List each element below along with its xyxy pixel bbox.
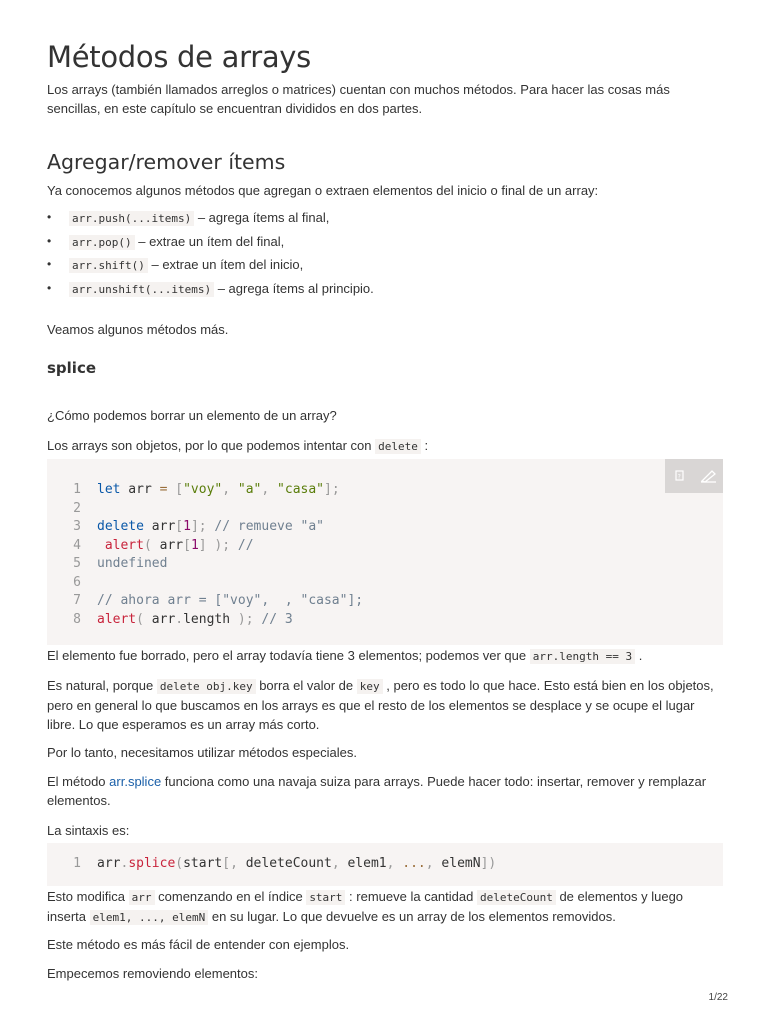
inline-code: key — [357, 679, 383, 694]
splice-paragraph-3: Es natural, porque delete obj.key borra el valor de key , pero es todo lo que hace. Esto está bien en los objetos, pero en general lo que buscamos en los arrays es que el resto de los elementos se desplace y se ocupe el lugar libre. Lo que esperamos es un array más corto. — [47, 678, 714, 732]
intro-paragraph: Los arrays (también llamados arreglos o matrices) cuentan con muchos métodos. Para hacer las cosas más sencillas, en este capítulo se encuentran divididos en dos partes. — [47, 82, 670, 116]
inline-code: arr.pop() — [69, 235, 135, 250]
svg-text:?: ? — [677, 473, 681, 481]
splice-paragraph-9: Empecemos removiendo elementos: — [47, 966, 258, 981]
code-toolbar — [665, 459, 723, 493]
inline-code: arr.length == 3 — [530, 649, 635, 664]
splice-paragraph-2: El elemento fue borrado, pero el array todavía tiene 3 elementos; podemos ver que arr.length == 3 . — [47, 648, 643, 663]
inline-code: elem1, ..., elemN — [90, 910, 209, 925]
inline-code: delete obj.key — [157, 679, 256, 694]
inline-code: deleteCount — [477, 890, 556, 905]
splice-question: ¿Cómo podemos borrar un elemento de un array? — [47, 408, 337, 423]
copy-icon[interactable] — [665, 459, 694, 493]
edit-icon[interactable] — [694, 459, 723, 493]
section-heading-add-remove: Agregar/remover ítems — [47, 150, 286, 174]
arr-splice-link[interactable]: arr.splice — [109, 774, 162, 789]
splice-paragraph-8: Este método es más fácil de entender con ejemplos. — [47, 937, 350, 952]
splice-paragraph-4: Por lo tanto, necesitamos utilizar métodos especiales. — [47, 745, 357, 760]
list-item: • arr.unshift(...items) – agrega ítems al principio. — [47, 279, 374, 303]
inline-code: arr.unshift(...items) — [69, 282, 214, 297]
inline-code: arr.shift() — [69, 258, 148, 273]
splice-paragraph-1: Los arrays son objetos, por lo que podemos intentar con delete : — [47, 438, 429, 453]
methods-list — [47, 208, 374, 302]
code-block-syntax: 1 arr.splice(start[, deleteCount, elem1, ..., elemN]) — [47, 843, 723, 886]
section-heading-splice: splice — [47, 359, 97, 377]
page-number: 1/22 — [708, 992, 728, 1003]
inline-code: arr.push(...items) — [69, 211, 194, 226]
section-lead: Ya conocemos algunos métodos que agregan o extraen elementos del inicio o final de un array: — [47, 183, 599, 198]
list-item: • arr.pop() – extrae un ítem del final, — [47, 232, 374, 256]
syntax-label: La sintaxis es: — [47, 823, 130, 838]
list-item: • arr.shift() – extrae un ítem del inicio, — [47, 255, 374, 279]
splice-paragraph-5: El método arr.splice funciona como una navaja suiza para arrays. Puede hacer todo: insertar, remover y remplazar elementos. — [47, 774, 707, 808]
code-block-delete: ? 1 let arr = ["voy", "a", "casa"]; 2 3 delete arr[1]; // remueve "a" 4 alert( arr[1] ); // 5 undefined 6 7 // ahora arr = ["voy", , "casa"]; 8 alert( arr.length ); // 3 — [47, 459, 723, 645]
inline-code: arr — [129, 890, 155, 905]
list-item: • arr.push(...items) – agrega ítems al final, — [47, 208, 374, 232]
inline-code: delete — [375, 439, 421, 454]
more-methods-text: Veamos algunos métodos más. — [47, 322, 229, 337]
inline-code: start — [306, 890, 345, 905]
splice-paragraph-7: Esto modifica arr comenzando en el índice start : remueve la cantidad deleteCount de elementos y luego inserta elem1, ..., elemN en su lugar. Lo que devuelve es un array de los elementos removidos. — [47, 889, 684, 924]
page-title: Métodos de arrays — [47, 40, 311, 74]
